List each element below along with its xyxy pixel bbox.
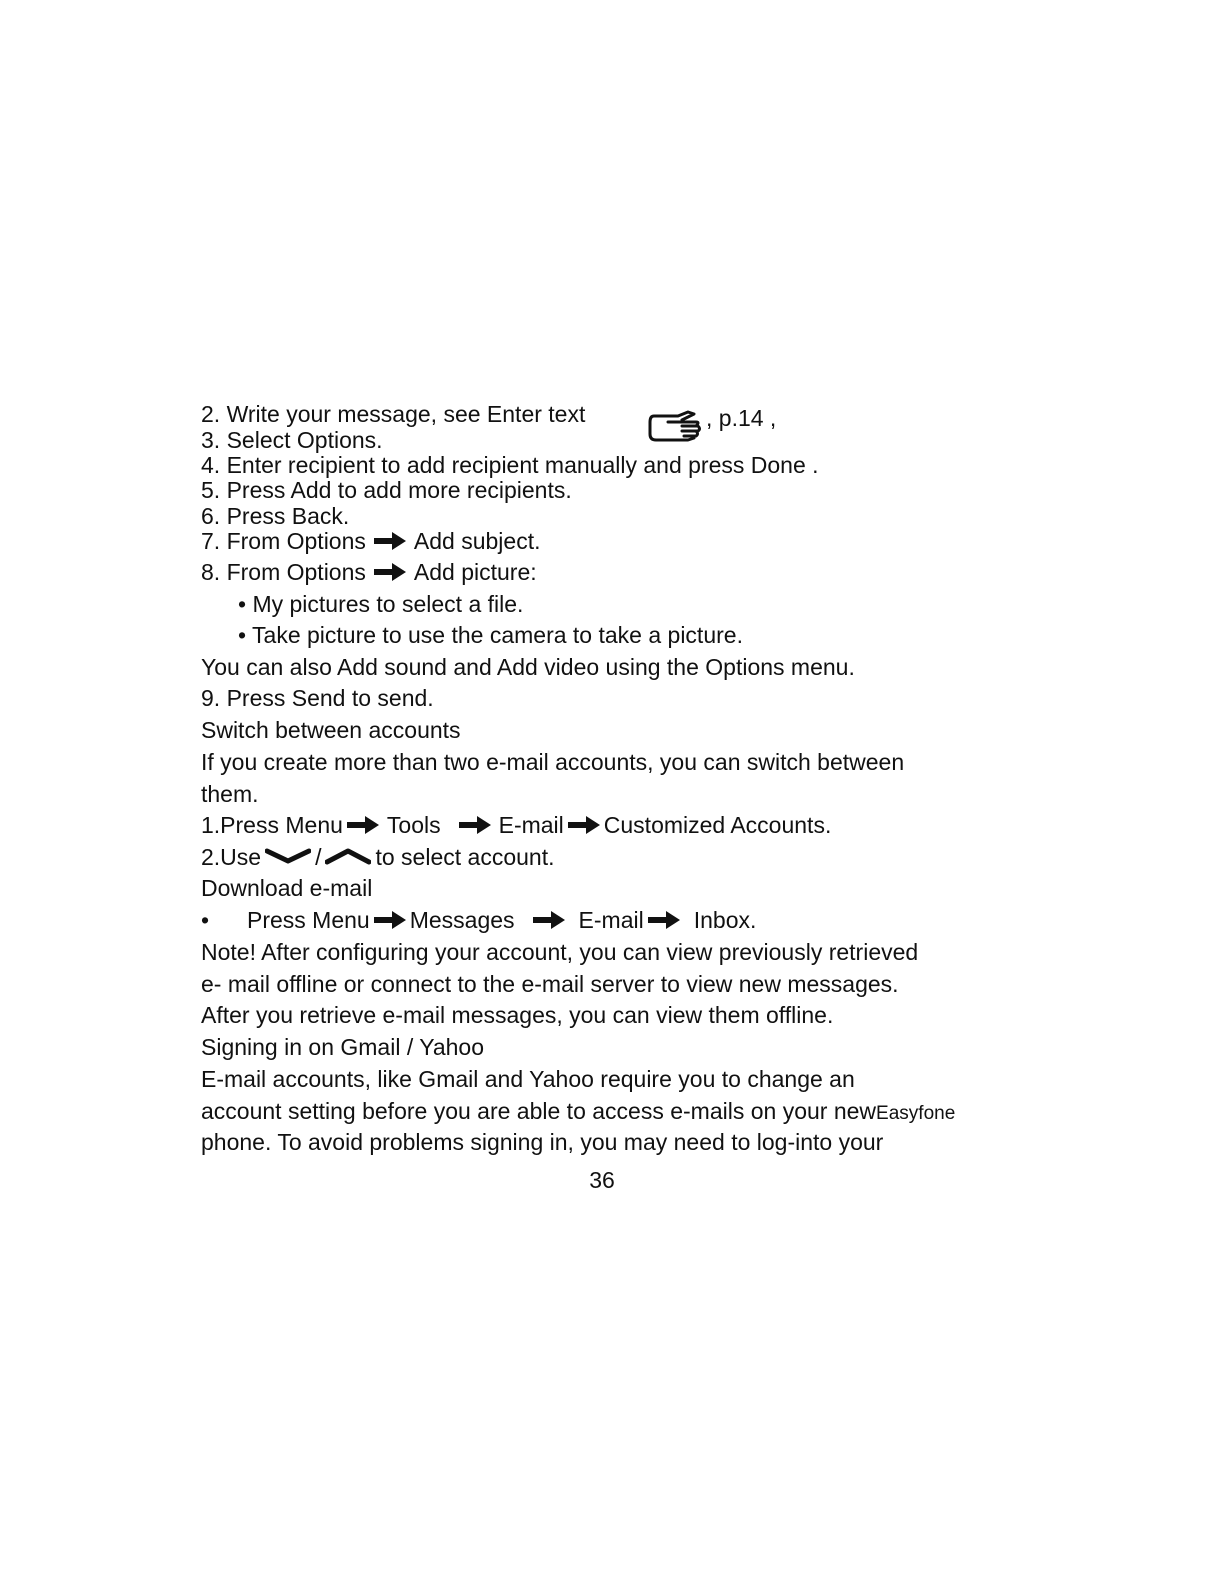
select-account-text: to select account. (375, 844, 555, 870)
gmail-paragraph-3: phone. To avoid problems signing in, you may need to log-into your (201, 1129, 884, 1155)
right-arrow-icon (372, 530, 408, 552)
bullet-mark: • (201, 907, 210, 933)
step-8 (201, 558, 537, 586)
slash-text: / (315, 844, 322, 870)
step-5: 5. Press Add to add more recipients. (201, 477, 572, 503)
chevron-up-icon (325, 847, 371, 865)
right-arrow-icon (372, 561, 408, 583)
step-7-action: Add subject. (413, 528, 541, 554)
tools-text: Tools (386, 812, 441, 838)
messages-text: Messages (409, 907, 515, 933)
download-email-heading: Download e-mail (201, 875, 373, 901)
also-text: You can also Add sound and Add video using the Options menu. (201, 654, 855, 680)
email-text: E-mail (498, 812, 564, 838)
step-9: 9. Press Send to send. (201, 685, 434, 711)
gmail-yahoo-heading: Signing in on Gmail / Yahoo (201, 1034, 484, 1060)
download-step (201, 906, 756, 934)
step-7-text: 7. From Options (201, 528, 366, 554)
gmail-paragraph-2-text: account setting before you are able to access e-mails on your new (201, 1098, 877, 1124)
switch-paragraph-2: them. (201, 781, 259, 807)
inbox-text: Inbox. (693, 907, 757, 933)
switch-paragraph-1: If you create more than two e-mail accounts, you can switch between (201, 749, 905, 775)
chevron-down-icon (265, 847, 311, 865)
customized-accounts-text: Customized Accounts. (603, 812, 832, 838)
gmail-paragraph-2 (201, 1097, 955, 1128)
page-reference: , p.14 , (706, 405, 777, 431)
gmail-paragraph-1: E-mail accounts, like Gmail and Yahoo require you to change an (201, 1066, 855, 1092)
press-menu-text: Press Menu (247, 907, 370, 933)
step-8-action: Add picture: (413, 559, 537, 585)
note-line-2: e- mail offline or connect to the e-mail server to view new messages. (201, 971, 899, 997)
step-7 (201, 527, 540, 555)
right-arrow-icon (566, 814, 602, 836)
switch-step-2 (201, 843, 554, 871)
hand-pointer-icon (648, 408, 702, 442)
right-arrow-icon (531, 909, 567, 931)
step-2-text: 2. Write your message, see Enter text (201, 401, 586, 427)
press-menu-text: 1.Press Menu (201, 812, 343, 838)
switch-accounts-heading: Switch between accounts (201, 717, 461, 743)
step-6: 6. Press Back. (201, 503, 350, 529)
right-arrow-icon (372, 909, 408, 931)
switch-step-1 (201, 811, 831, 839)
step-2-ref (706, 404, 776, 432)
note-line-3: After you retrieve e-mail messages, you can view them offline. (201, 1002, 834, 1028)
right-arrow-icon (345, 814, 381, 836)
note-line-1: Note! After configuring your account, you can view previously retrieved (201, 939, 919, 965)
right-arrow-icon (646, 909, 682, 931)
use-text: 2.Use (201, 844, 262, 870)
right-arrow-icon (457, 814, 493, 836)
email-text: E-mail (578, 907, 644, 933)
step-8-text: 8. From Options (201, 559, 366, 585)
page-number: 36 (589, 1167, 615, 1193)
bullet-my-pictures: • My pictures to select a file. (238, 591, 524, 617)
bullet-take-picture: • Take picture to use the camera to take a picture. (238, 622, 743, 648)
step-3: 3. Select Options. (201, 427, 383, 453)
brand-name: Easyfone (876, 1103, 956, 1124)
step-4: 4. Enter recipient to add recipient manually and press Done . (201, 452, 819, 478)
step-2-line (201, 400, 585, 428)
